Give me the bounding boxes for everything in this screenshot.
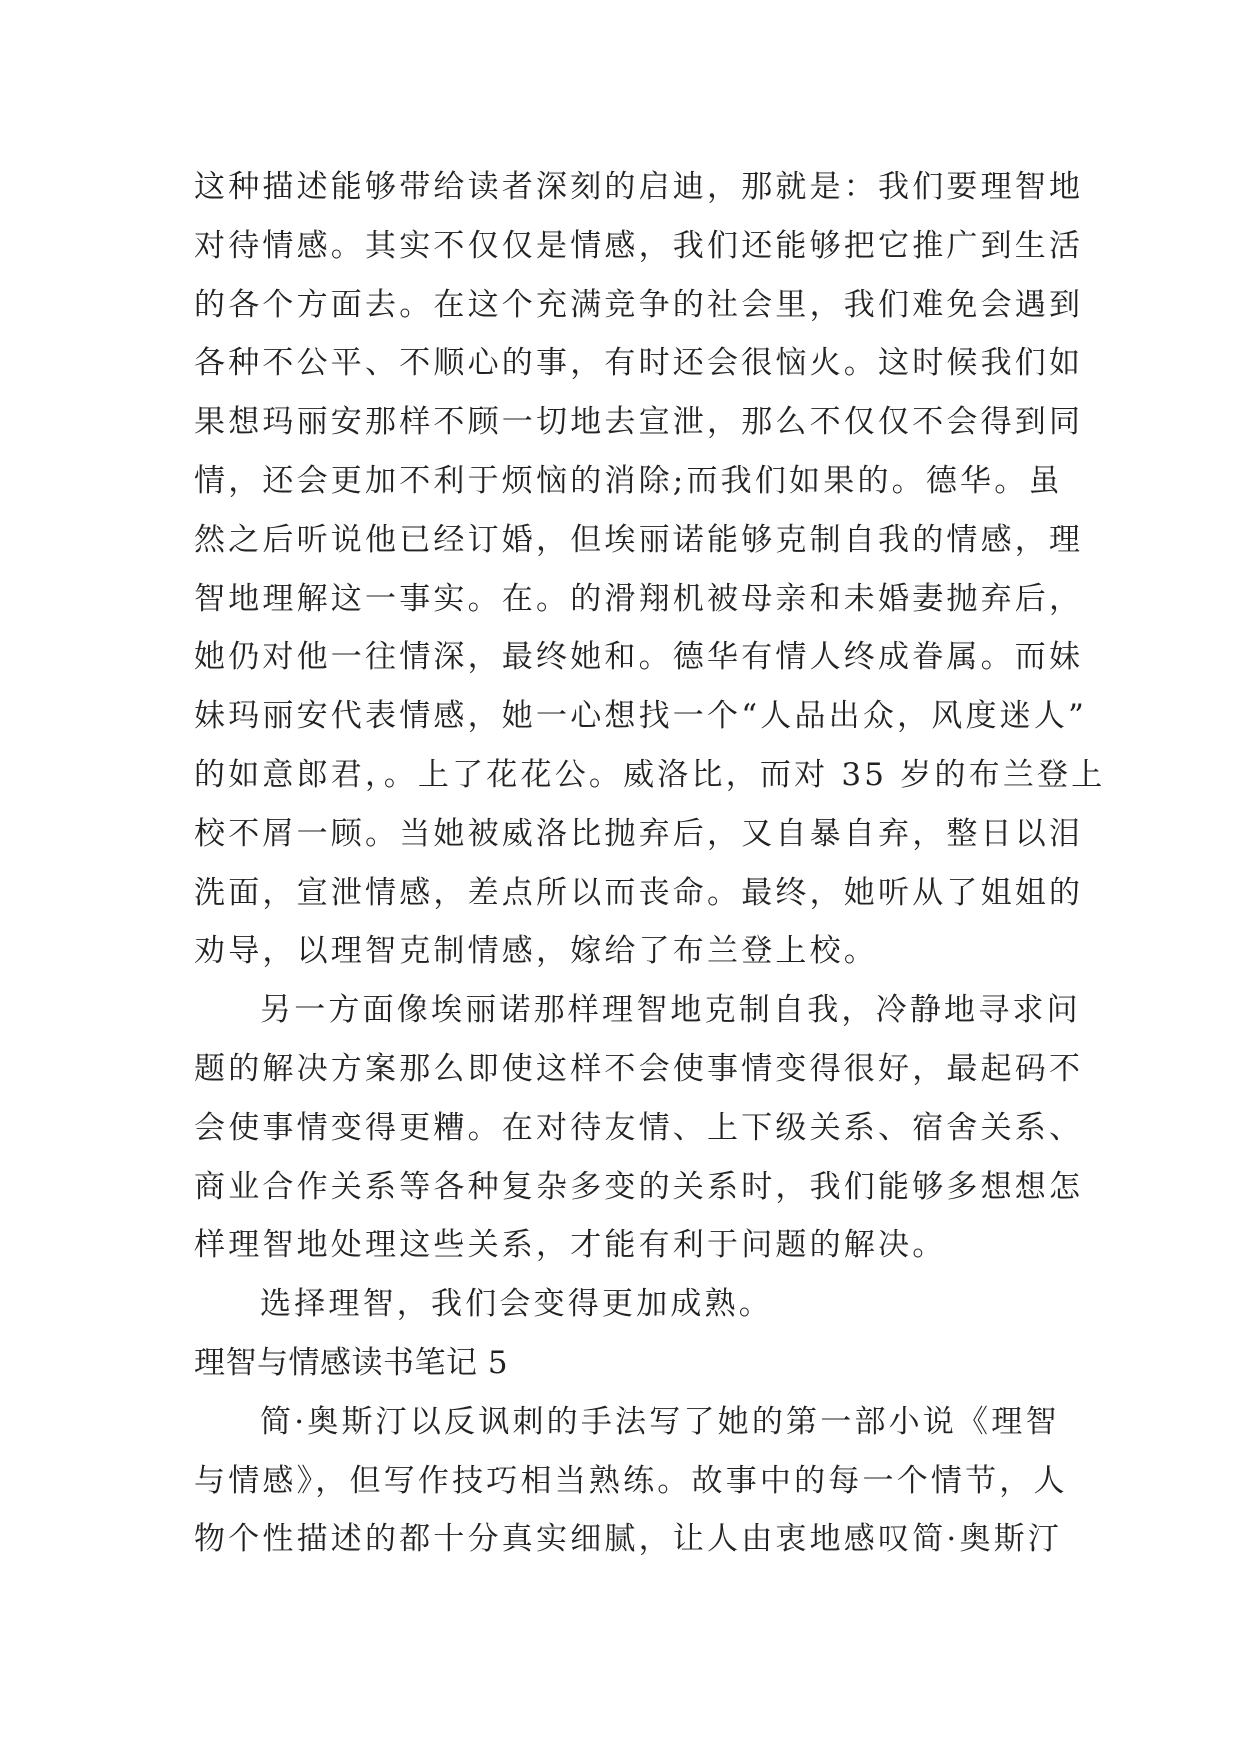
text-line: 然之后听说他已经订婚，但埃丽诺能够克制自我的情感，理 (194, 521, 1084, 558)
text-line: 选择理智，我们会变得更加成熟。 (260, 1286, 773, 1323)
text-line: 智地理解这一事实。在。的滑翔机被母亲和未婚妻抛弃后， (194, 580, 1084, 617)
section-heading: 理智与情感读书笔记 5 (194, 1344, 509, 1381)
text-line: 会使事情变得更糟。在对待友情、上下级关系、宿舍关系、 (194, 1109, 1084, 1146)
text-line: 情，还会更加不利于烦恼的消除;而我们如果的。德华。虽 (194, 462, 1063, 499)
text-line: 另一方面像埃丽诺那样理智地克制自我，冷静地寻求问 (260, 992, 1081, 1029)
text-line: 果想玛丽安那样不顾一切地去宣泄，那么不仅仅不会得到同 (194, 404, 1084, 441)
text-line: 洗面，宣泄情感，差点所以而丧命。最终，她听从了姐姐的 (194, 874, 1084, 911)
text-line: 物个性描述的都十分真实细腻，让人由衷地感叹简·奥斯汀 (194, 1521, 1063, 1558)
text-line: 样理智地处理这些关系，才能有利于问题的解决。 (194, 1227, 947, 1264)
text-line: 商业合作关系等各种复杂多变的关系时，我们能够多想想怎 (194, 1168, 1084, 1205)
text-line: 劝导，以理智克制情感，嫁给了布兰登上校。 (194, 933, 878, 970)
text-line: 的各个方面去。在这个充满竞争的社会里，我们难免会遇到 (194, 286, 1084, 323)
text-line: 的如意郎君，。上了花花公。威洛比，而对 35 岁的布兰登上 (194, 756, 1106, 793)
text-line: 与情感》，但写作技巧相当熟练。故事中的每一个情节，人 (194, 1462, 1068, 1499)
paragraph-block (194, 158, 1106, 1334)
text-line: 妹玛丽安代表情感，她一心想找一个“人品出众，风度迷人” (194, 698, 1088, 735)
text-line: 她仍对他一往情深，最终她和。德华有情人终成眷属。而妹 (194, 639, 1084, 676)
paragraph-block (194, 1393, 1068, 1569)
text-line: 各种不公平、不顺心的事，有时还会很恼火。这时候我们如 (194, 345, 1084, 382)
text-line: 校不屑一顾。当她被威洛比抛弃后，又自暴自弃，整日以泪 (194, 815, 1084, 852)
text-line: 这种描述能够带给读者深刻的启迪，那就是：我们要理智地 (194, 169, 1084, 205)
text-line: 题的解决方案那么即使这样不会使事情变得很好，最起码不 (194, 1050, 1084, 1087)
document-body (194, 158, 1106, 1569)
text-line: 简·奥斯汀以反讽刺的手法写了她的第一部小说《理智 (260, 1403, 1060, 1440)
text-line: 对待情感。其实不仅仅是情感，我们还能够把它推广到生活 (194, 227, 1084, 264)
